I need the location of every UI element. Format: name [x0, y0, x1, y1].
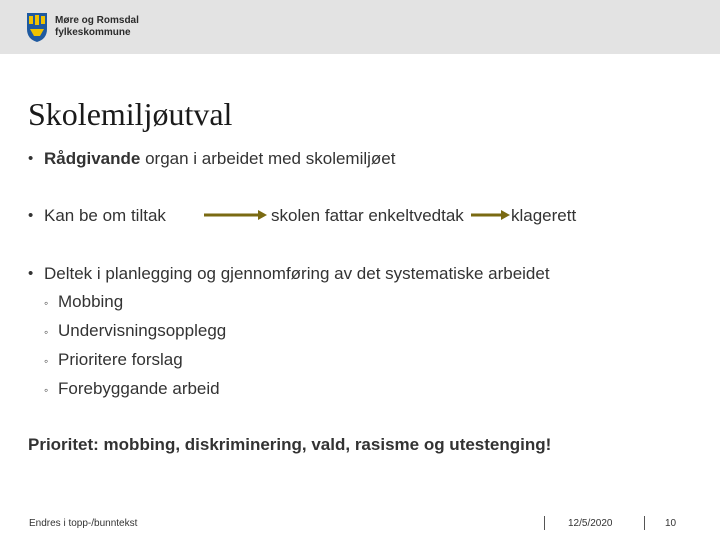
footer-date: 12/5/2020: [568, 518, 613, 529]
priority-statement: Prioritet: mobbing, diskriminering, vald, rasisme og utestenging!: [28, 435, 552, 454]
sub-bullet-dot: ◦: [44, 383, 49, 397]
sub-item-3: Prioritere forslag: [58, 350, 183, 369]
bullet-2-part2: skolen fattar enkeltvedtak: [271, 206, 464, 225]
sub-item-2: Undervisningsopplegg: [58, 321, 227, 340]
arrow-right-icon: [204, 208, 268, 222]
sub-item-1: Mobbing: [58, 292, 124, 311]
bullet-1: [44, 149, 395, 169]
organisation-name: [55, 15, 139, 39]
organisation-name-line1: Møre og Romsdal: [55, 15, 139, 26]
bullet-2-part1: Kan be om tiltak: [44, 206, 166, 225]
bullet-dot: •: [28, 207, 34, 224]
sub-bullet-dot: ◦: [44, 354, 49, 368]
slide-title: Skolemiljøutval: [28, 96, 233, 132]
footer-divider: [544, 516, 545, 530]
sub-bullet-dot: ◦: [44, 325, 49, 339]
bullet-1-bold: Rådgivande: [44, 149, 141, 168]
arrow-right-icon: [471, 208, 511, 222]
coat-of-arms-icon: [26, 12, 48, 43]
page-number: 10: [665, 518, 677, 529]
footer-divider: [644, 516, 645, 530]
footer-text: Endres i topp-/bunntekst: [29, 518, 138, 529]
bullet-dot: •: [28, 265, 34, 282]
bullet-dot: •: [28, 150, 34, 167]
bullet-2-part3: klagerett: [511, 206, 577, 225]
sub-item-4: Forebyggande arbeid: [58, 379, 220, 398]
bullet-3: Deltek i planlegging og gjennomføring av det systematiske arbeidet: [44, 264, 550, 283]
bullet-1-rest: organ i arbeidet med skolemiljøet: [140, 149, 396, 168]
header-band: [0, 0, 720, 54]
sub-bullet-dot: ◦: [44, 296, 49, 310]
organisation-name-line2: fylkeskommune: [55, 27, 131, 38]
